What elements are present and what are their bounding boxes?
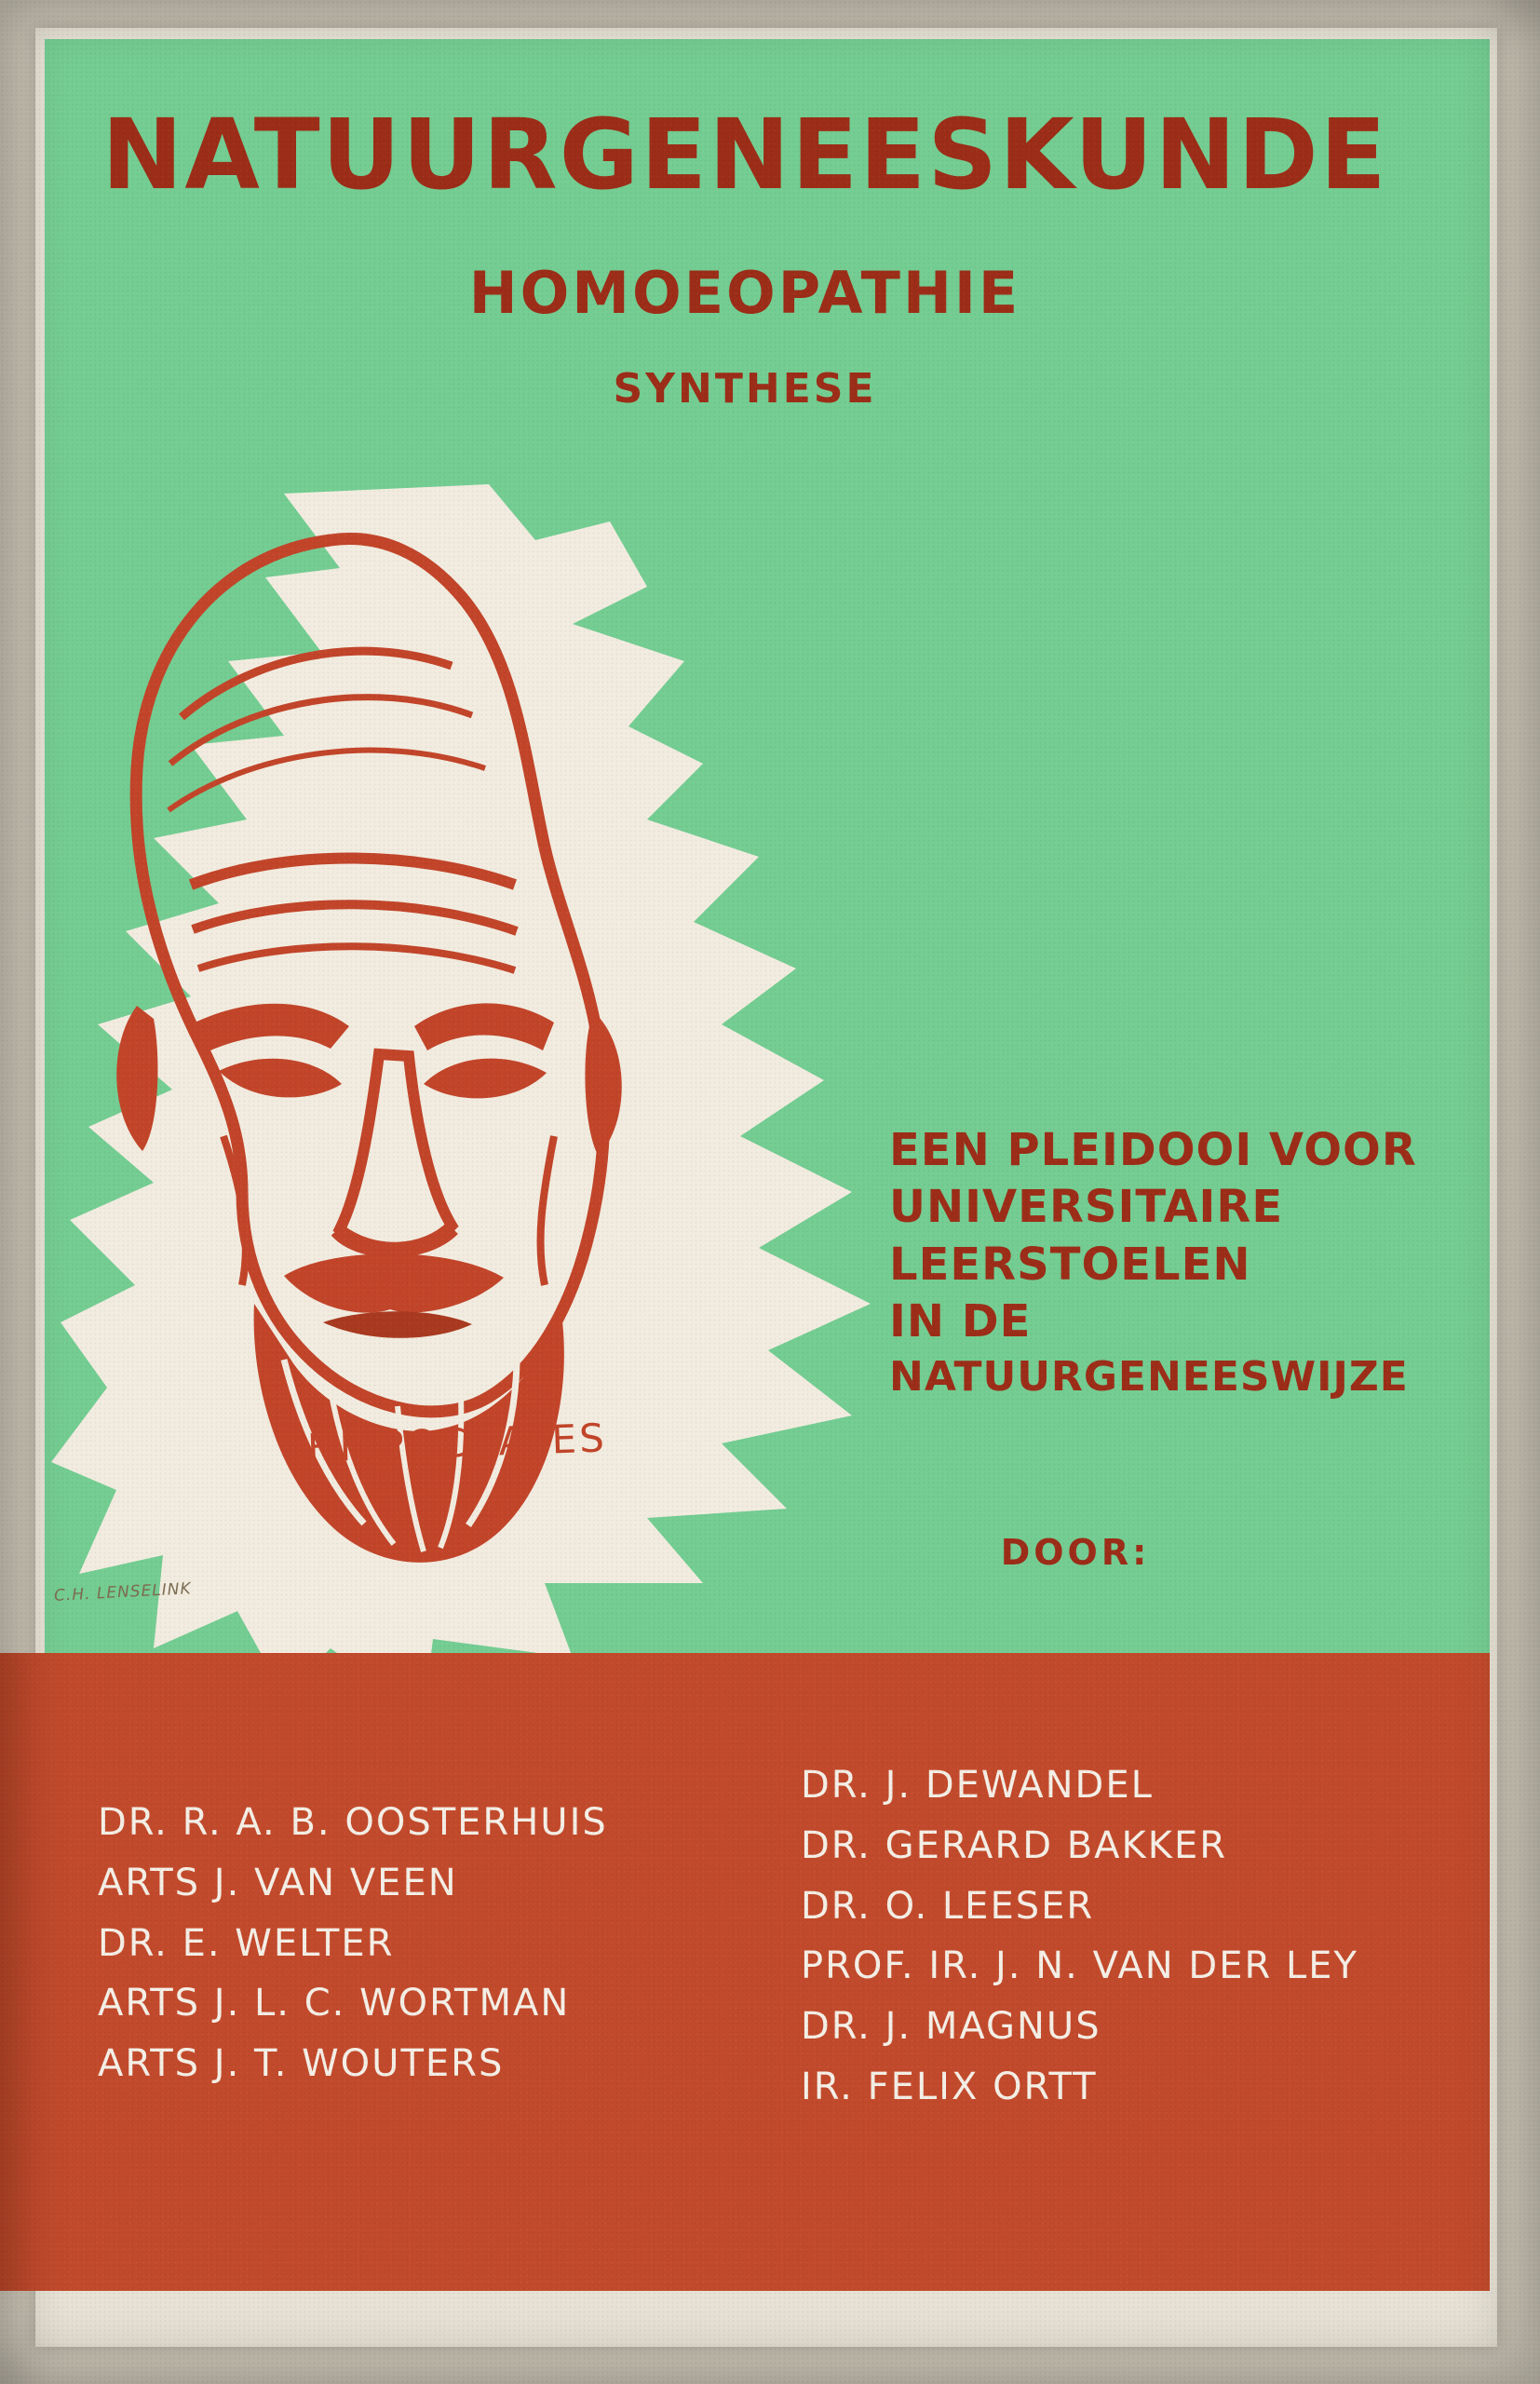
authors-column-right (801, 1755, 1508, 2118)
portrait-caption: HIPPOCRATES (306, 1415, 608, 1471)
author-name: ARTS J. VAN VEEN (98, 1861, 458, 1904)
author-name: DR. GERARD BAKKER (801, 1823, 1228, 1867)
author-name: DR. J. DEWANDEL (801, 1764, 1154, 1807)
author-name: DR. R. A. B. OOSTERHUIS (98, 1801, 608, 1844)
subtitle-line-3: LEERSTOELEN (889, 1238, 1251, 1291)
page-subtitle: HOMOEOPATHIE (468, 259, 1021, 327)
subtitle-line-2: UNIVERSITAIRE (889, 1181, 1284, 1234)
hippocrates-illustration (51, 484, 908, 1741)
author-name: DR. J. MAGNUS (801, 2005, 1101, 2049)
author-name: ARTS J. T. WOUTERS (98, 2042, 505, 2086)
subtitle-line-5: NATUURGENEESWIJZE (889, 1352, 1409, 1401)
subtitle-line-4: IN DE (889, 1295, 1032, 1348)
author-name: ARTS J. L. C. WORTMAN (98, 1982, 571, 2025)
author-name: DR. O. LEESER (801, 1884, 1095, 1928)
author-name: DR. E. WELTER (98, 1921, 395, 1965)
subtitle-block (889, 1122, 1466, 1403)
subtitle-line-1: EEN PLEIDOOI VOOR (889, 1124, 1417, 1176)
hippocrates-artwork (51, 484, 908, 1741)
artist-signature: C.H. LENSELINK (53, 1579, 193, 1605)
authors-column-left (98, 1793, 712, 2094)
author-name: IR. FELIX ORTT (801, 2065, 1098, 2108)
page-title: NATUURGENEESKUNDE (101, 98, 1388, 211)
page-subtitle-secondary: SYNTHESE (613, 365, 877, 413)
by-label: DOOR: (1000, 1532, 1151, 1573)
author-name: PROF. IR. J. N. VAN DER LEY (801, 1944, 1358, 1988)
